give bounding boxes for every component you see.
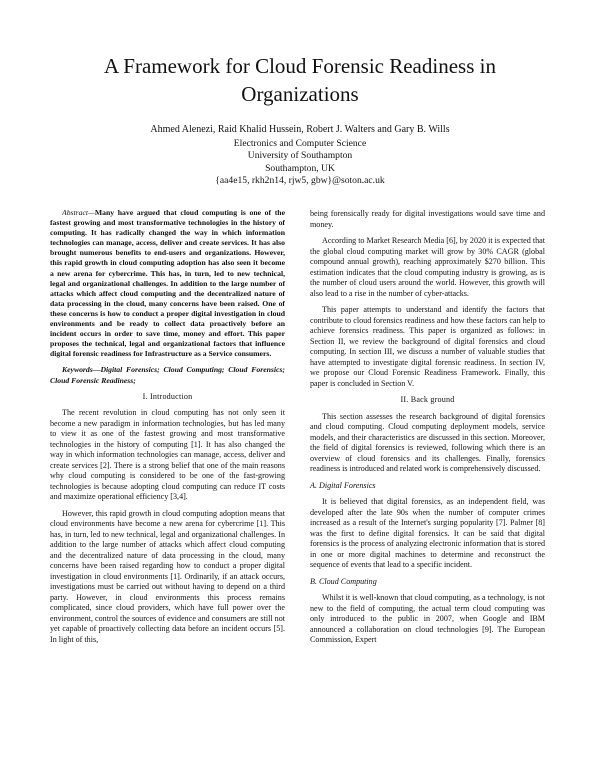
author-emails: {aa4e15, rkh2n14, rjw5, gbw}@soton.ac.uk [215,175,385,186]
keywords: Keywords—Digital Forensics; Cloud Computing; Cloud Forensics; Cloud Forensic Readiness; [50,365,285,385]
abstract [50,208,285,359]
paragraph: Whilst it is well-known that cloud computing, as a technology, is not new to the field of computing, the actual term cloud computing was only introduced to the public in 2007, when Google and IBM announced a collaboration on cloud technologies [9]. The European Commission, Expert [310,593,545,644]
author-department: Electronics and Computer Science [233,137,367,149]
paragraph: However, this rapid growth in cloud computing adoption means that cloud environments have become a new arena for cybercrime [1]. This has, in turn, led to new technical, legal and organizational challenges. In addition to the large number of attacks which affect cloud computing and the decentralized nature of data processing in the cloud, many concerns have been raised regarding how to conduct a proper digital investigation in cloud environments [1]. Ordinarily, if an attack occurs, investigations must be carried out without having to depend on a third party. However, in cloud environments this process remains complicated, since cloud providers, which have full power over the environment, control the sources of evidence and consumers are still not yet capable of proactively collecting data before an incident occurs [5]. In light of this, [50,508,285,644]
paragraph: being forensically ready for digital investigations would save time and money. [310,209,545,229]
left-column [50,208,285,651]
section-heading-background: II. Back ground [400,395,455,404]
paragraph: The recent revolution in cloud computing has not only seen it become a new paradigm in information technologies, but has led many to view it as one of the fastest growing and most transformative technologies in the history of computing [1]. It has also changed the way in which information technologies can manage, access, deliver and create services [2]. There is a strong belief that one of the main reasons why cloud computing is considered to be one of the fast-growing technologies is because adopting cloud computing can reduce IT costs and maximize operational efficiency [3,4]. [50,408,285,502]
author-block [60,124,540,188]
paragraph: It is believed that digital forensics, as an independent field, was developed after the late 90s when the number of computer crimes increased as a result of the Internet's surging popularity [7]. Palmer [8] was the first to define digital forensics. It can be said that digital forensics is the process of analyzing electronic information that is stored in one or more digital machines to determine and reconstruct the sequence of events that lead to a specific incident. [310,497,545,569]
paragraph: This section assesses the research background of digital forensics and cloud computing. Cloud computing deployment models, service models, and their characteristics are discussed in this section. Moreover, the field of digital forensics is reviewed, following which there is an overview of cloud forensics and its challenges. Finally, forensics readiness is introduced and related work is comprehensively discussed. [310,411,545,473]
paragraph: This paper attempts to understand and identify the factors that contribute to cloud forensics readiness and how these factors can help to achieve forensics readiness. This paper is organized as follows: in Section II, we review the background of digital forensics and cloud computing. In section III, we discuss a number of valuable studies that have attempted to investigate digital forensic readiness. In section IV, we propose our Cloud Forensic Readiness Framework. Finally, this paper is concluded in Section V. [310,305,545,388]
paper-title: A Framework for Cloud Forensic Readiness in Organizations [104,54,496,106]
paragraph: According to Market Research Media [6], by 2020 it is expected that the global cloud computing market will grow by 30% CAGR (global compound annual growth), reaching approximately $270 billion. This estimation indicates that the cloud computing industry is growing, as is the number of cloud users around the world. However, this growth will also lead to a rise in the number of cyber-attacks. [310,236,545,298]
author-names: Ahmed Alenezi, Raid Khalid Hussein, Robert J. Walters and Gary B. Wills [150,124,450,135]
abstract-text: Many have argued that cloud computing is one of the fastest growing and most transformative technologies in the history of computing. It has radically changed the way in which information technologies can manage, access, deliver and create services. It has also brought numerous benefits to end-users and organizations. However, this rapid growth in cloud computing adoption has also seen it become a new arena for cybercrime. This has, in turn, led to new technical, legal and organizational challenges. In addition to the large number of attacks which affect cloud computing and the decentralized nature of data processing in the cloud, many concerns have been raised. One of these concerns is how to conduct a proper digital investigation in cloud environments and be ready to collect data proactively before an incident occurs in order to save time, money and effort. This paper proposes the technical, legal and organizational factors that influence digital forensic readiness for Infrastructure as a Service consumers. [50,208,285,359]
author-university: University of Southampton [247,150,353,161]
right-column [310,209,545,652]
author-location: Southampton, UK [265,162,335,174]
section-heading-introduction: I. Introduction [142,391,193,401]
subsection-heading-cloud-computing: B. Cloud Computing [310,576,377,586]
subsection-heading-digital-forensics: A. Digital Forensics [310,480,376,490]
abstract-lead: Abstract— [62,208,95,217]
